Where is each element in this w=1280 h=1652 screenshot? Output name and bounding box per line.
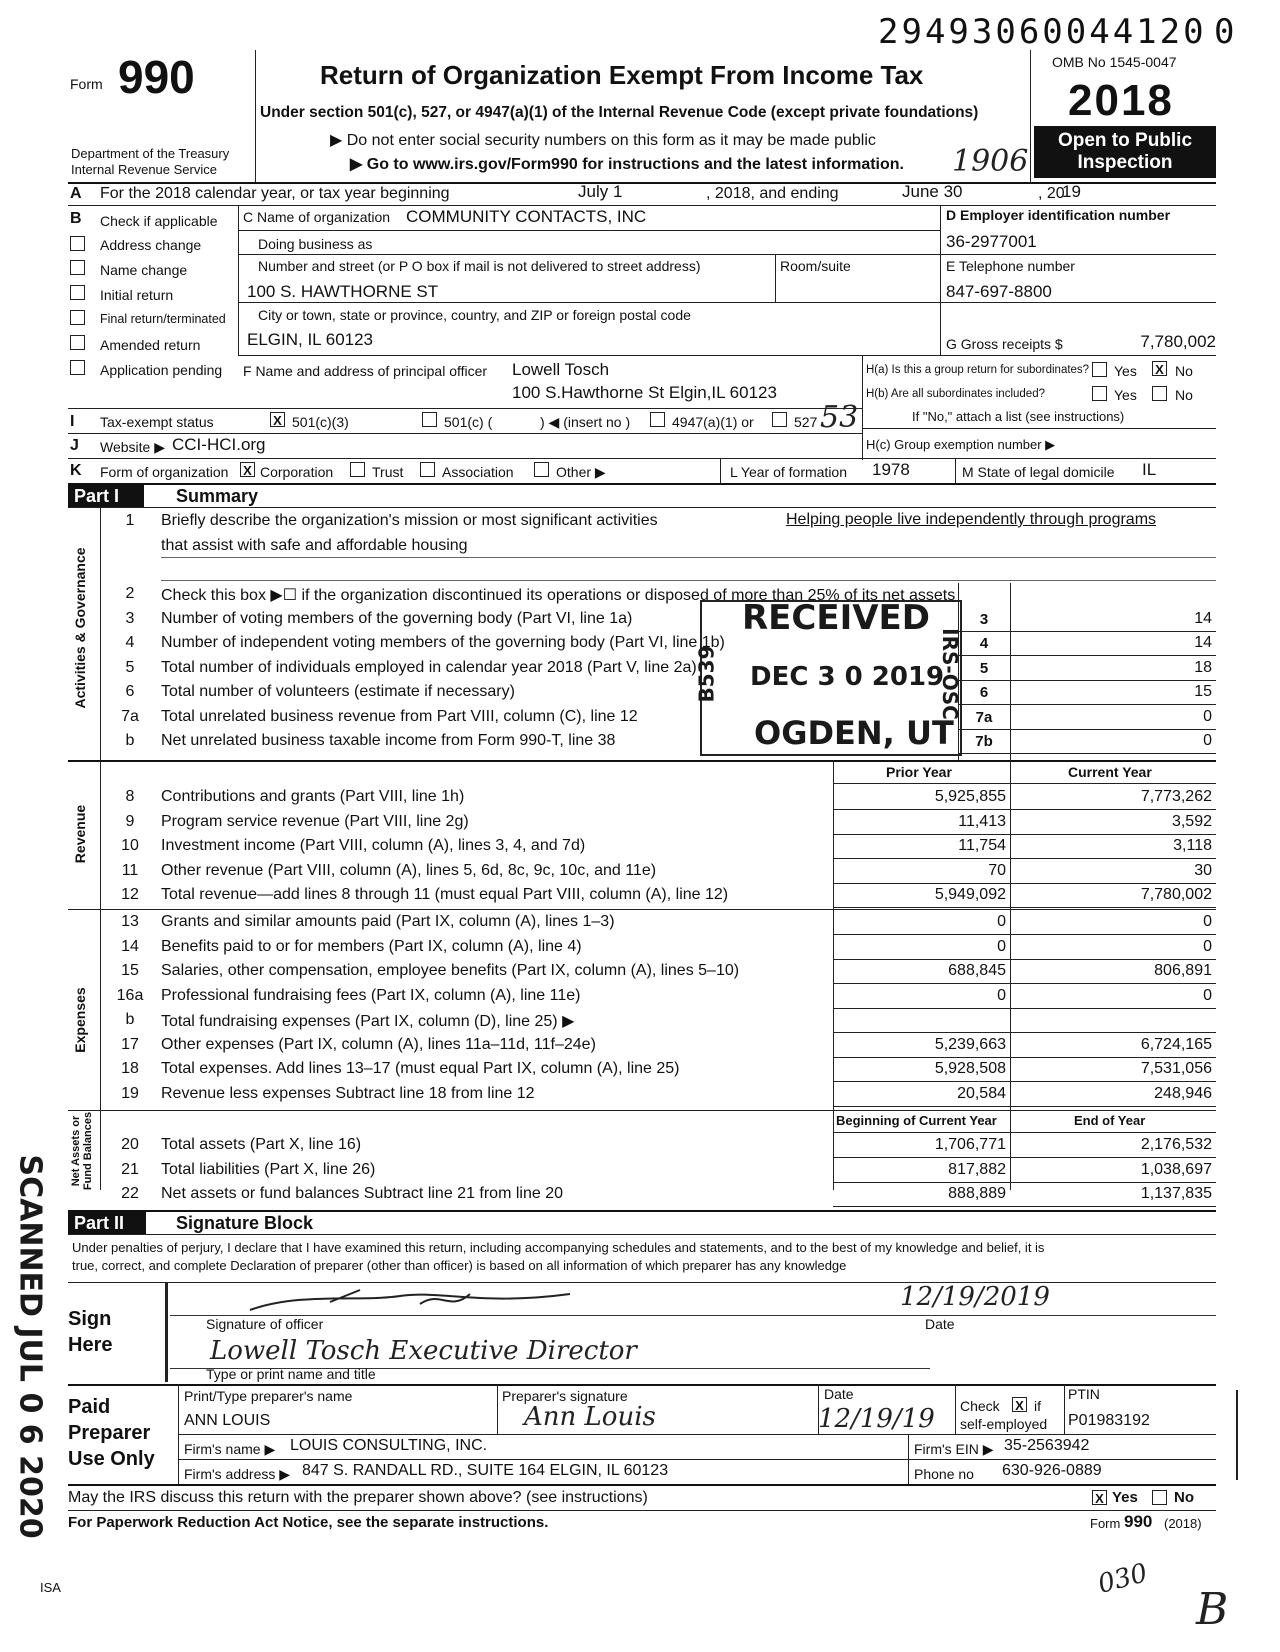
- h-b-note: If "No," attach a list (see instructions): [912, 409, 1125, 424]
- gov-line-text: Total number of individuals employed in calendar year 2018 (Part V, line 2a): [161, 658, 697, 676]
- na-line-text: Net assets or fund balances Subtract line 21 from line 20: [161, 1185, 563, 1202]
- h-b-no-label: No: [1175, 387, 1193, 403]
- form-subtitle: Under section 501(c), 527, or 4947(a)(1) of the Internal Revenue Code (except private foundations): [260, 104, 979, 121]
- officer-label: F Name and address of principal officer: [243, 363, 488, 379]
- tax-year: 2018: [1068, 76, 1174, 125]
- line-k-text: Form of organization: [100, 464, 229, 480]
- form-title: Return of Organization Exempt From Income Tax: [320, 60, 924, 90]
- na-line-text: Total assets (Part X, line 16): [161, 1136, 362, 1153]
- discuss-question: May the IRS discuss this return with the preparer shown above? (see instructions): [68, 1489, 648, 1506]
- exp-prior-year-value[interactable]: 20,584: [957, 1084, 1006, 1102]
- h-b-label: H(b) Are all subordinates included?: [866, 388, 1045, 400]
- na-prior-year-value[interactable]: 888,889: [948, 1185, 1006, 1202]
- firm-name[interactable]: LOUIS CONSULTING, INC.: [290, 1437, 488, 1454]
- perjury-line-1: Under penalties of perjury, I declare that I have examined this return, including accompanying schedules and statements, and to the best of my knowledge and belief, it is: [72, 1240, 1045, 1255]
- date-label: Date: [925, 1316, 955, 1332]
- tax-year-begin[interactable]: July 1: [578, 182, 623, 201]
- h-a-no-checkbox[interactable]: X: [1152, 361, 1167, 376]
- perjury-line-2: true, correct, and complete Declaration of preparer (other than officer) is based on all information of which preparer has any knowledge: [72, 1258, 847, 1273]
- rev-line-text: Investment income (Part VIII, column (A), lines 3, 4, and 7d): [161, 837, 586, 854]
- check-label: Check: [960, 1398, 1000, 1414]
- discuss-yes-label: Yes: [1112, 1489, 1138, 1506]
- side-net-assets-1: Net Assets or: [70, 1115, 82, 1187]
- stamp-right-code: IRS-OSC: [937, 628, 962, 720]
- line-j-text: Website ▶: [100, 439, 165, 455]
- h-b-yes-checkbox[interactable]: [1092, 386, 1107, 401]
- status-4947-checkbox[interactable]: [650, 412, 665, 427]
- omb-number: OMB No 1545-0047: [1052, 54, 1177, 70]
- status-501c3-label: 501(c)(3): [292, 414, 349, 430]
- street-label: Number and street (or P O box if mail is not delivered to street address): [258, 258, 701, 274]
- street-address[interactable]: 100 S. HAWTHORNE ST: [247, 282, 439, 301]
- gov-line-value[interactable]: 18: [1194, 658, 1212, 676]
- form-association-checkbox[interactable]: [420, 462, 435, 477]
- name-title-label: Type or print name and title: [206, 1366, 376, 1382]
- form-trust-checkbox[interactable]: [350, 462, 365, 477]
- mission-line-1[interactable]: Helping people live independently through programs: [786, 511, 1157, 528]
- line-a-label: A: [70, 185, 82, 202]
- discuss-yes-checkbox[interactable]: X: [1092, 1490, 1107, 1505]
- rev-prior-year-value[interactable]: 11,413: [958, 812, 1006, 830]
- use-only-label: Use Only: [68, 1448, 155, 1470]
- form-corporation-label: Corporation: [260, 464, 334, 480]
- form-ref-prefix: Form: [1090, 1516, 1121, 1531]
- h-b-yes-label: Yes: [1114, 387, 1137, 403]
- h-a-label: H(a) Is this a group return for subordinates?: [866, 364, 1090, 376]
- legal-domicile-label: M State of legal domicile: [962, 464, 1115, 480]
- col-current-year: Current Year: [1068, 764, 1152, 780]
- exp-current-year-value[interactable]: 7,531,056: [1140, 1060, 1212, 1077]
- exp-line-text: Benefits paid to or for members (Part IX, column (A), line 4): [161, 937, 582, 955]
- part-2-title: Signature Block: [176, 1213, 314, 1233]
- rev-line-text: Total revenue—add lines 8 through 11 (must equal Part VIII, column (A), line 12): [161, 886, 729, 903]
- exp-current-year-value[interactable]: 6,724,165: [1140, 1035, 1212, 1053]
- exp-line-number: 19: [121, 1084, 139, 1102]
- checkbox-final-return[interactable]: [70, 310, 85, 325]
- na-prior-year-value[interactable]: 817,882: [948, 1160, 1006, 1178]
- firm-phone-label: Phone no: [914, 1466, 974, 1482]
- discuss-no-checkbox[interactable]: [1152, 1490, 1167, 1505]
- gov-line-text: Total number of volunteers (estimate if necessary): [161, 683, 515, 700]
- h-c-label: H(c) Group exemption number ▶: [866, 437, 1056, 452]
- open-public-line2: Inspection: [1077, 152, 1173, 173]
- handwritten-code: 1906: [952, 144, 1029, 179]
- stamp-date: DEC 3 0 2019: [750, 662, 945, 692]
- rev-current-year-value[interactable]: 7,773,262: [1140, 788, 1212, 805]
- exp-current-year-value[interactable]: 248,946: [1154, 1084, 1212, 1102]
- gov-line-number: 3: [125, 609, 135, 627]
- gov-line-text: Check this box ▶☐ if the organization discontinued its operations or disposed of more than 25% of its net assets: [161, 587, 956, 604]
- tax-year-end[interactable]: June 30: [902, 182, 963, 201]
- form-number: 990: [118, 51, 195, 103]
- website-value[interactable]: CCI-HCI.org: [172, 435, 266, 454]
- checkbox-initial-return[interactable]: [70, 285, 85, 300]
- na-line-text: Total liabilities (Part X, line 26): [161, 1160, 376, 1178]
- line-a-text: For the 2018 calendar year, or tax year beginning: [100, 185, 450, 202]
- gov-line-box: 6: [979, 684, 989, 701]
- phone-label: E Telephone number: [946, 258, 1075, 274]
- label-amended-return: Amended return: [100, 337, 201, 353]
- status-501c3-checkbox[interactable]: X: [270, 412, 285, 427]
- signature-date[interactable]: 12/19/2019: [900, 1282, 1050, 1312]
- form-other-checkbox[interactable]: [534, 462, 549, 477]
- side-expenses: Expenses: [72, 987, 88, 1053]
- exp-line-number: 15: [121, 962, 139, 979]
- stamp-left-code: B539: [694, 645, 719, 703]
- label-application-pending: Application pending: [100, 362, 223, 378]
- gross-receipts-label: G Gross receipts $: [946, 336, 1063, 352]
- handwritten-b: B: [1196, 1584, 1229, 1635]
- firm-address[interactable]: 847 S. RANDALL RD., SUITE 164 ELGIN, IL 60123: [302, 1462, 669, 1479]
- gov-line-text: Number of voting members of the governing body (Part VI, line 1a): [161, 609, 633, 627]
- exp-line-number: 13: [121, 913, 139, 930]
- firm-address-label: Firm's address ▶: [184, 1466, 291, 1482]
- gov-line-text: Net unrelated business taxable income from Form 990-T, line 38: [161, 732, 616, 749]
- h-a-no-label: No: [1175, 363, 1193, 379]
- check-if-label: if: [1034, 1398, 1041, 1414]
- part-2-tag: Part II: [68, 1212, 146, 1234]
- exp-line-text: Total fundraising expenses (Part IX, column (D), line 25) ▶: [161, 1013, 575, 1030]
- checkbox-address-change[interactable]: [70, 236, 85, 251]
- self-employed-label: self-employed: [960, 1416, 1048, 1432]
- exp-line-number: b: [125, 1011, 135, 1028]
- form-corporation-checkbox[interactable]: X: [240, 462, 255, 477]
- paid-label: Paid: [68, 1396, 111, 1418]
- year-formation-label: L Year of formation: [730, 464, 848, 480]
- status-527-checkbox[interactable]: [772, 412, 787, 427]
- gov-line-number: 5: [125, 658, 135, 676]
- mission-line-2[interactable]: that assist with safe and affordable housing: [161, 537, 468, 554]
- na-line-number: 20: [121, 1136, 139, 1153]
- officer-address[interactable]: 100 S.Hawthorne St Elgin,IL 60123: [512, 383, 777, 402]
- label-final-return: Final return/terminated: [100, 312, 226, 326]
- gov-line-value[interactable]: 0: [1203, 732, 1212, 749]
- rev-prior-year-value[interactable]: 11,754: [958, 837, 1006, 854]
- exp-line-text: Total expenses. Add lines 13–17 (must equal Part IX, column (A), line 25): [161, 1060, 680, 1077]
- line-i-label: I: [70, 413, 75, 430]
- phone-value[interactable]: 847-697-8800: [946, 282, 1052, 301]
- department-name: Department of the Treasury: [71, 146, 230, 161]
- status-501c-checkbox[interactable]: [422, 412, 437, 427]
- rev-current-year-value[interactable]: 30: [1194, 861, 1212, 879]
- preparer-date[interactable]: 12/19/19: [818, 1404, 935, 1434]
- rev-line-text: Other revenue (Part VIII, column (A), lines 5, 6d, 8c, 9c, 10c, and 11e): [161, 861, 657, 879]
- margin-mark: [1236, 1390, 1238, 1480]
- stamp-received: RECEIVED: [742, 598, 930, 638]
- open-public-line1: Open to Public: [1057, 130, 1193, 151]
- rev-prior-year-value[interactable]: 5,949,092: [934, 886, 1006, 903]
- rev-line-number: 11: [121, 861, 139, 879]
- gov-line-value[interactable]: 0: [1203, 707, 1212, 725]
- rev-prior-year-value[interactable]: 5,925,855: [934, 788, 1006, 805]
- org-name[interactable]: COMMUNITY CONTACTS, INC: [406, 207, 647, 226]
- ein-label: D Employer identification number: [946, 207, 1171, 223]
- gross-receipts-value[interactable]: 7,780,002: [1140, 332, 1216, 351]
- label-address-change: Address change: [100, 237, 202, 253]
- discuss-no-label: No: [1174, 1489, 1194, 1506]
- h-b-no-checkbox[interactable]: [1152, 386, 1167, 401]
- firm-name-label: Firm's name ▶: [184, 1441, 276, 1457]
- gov-line-text: Number of independent voting members of the governing body (Part VI, line 1b): [161, 634, 725, 651]
- handwritten-53: 53: [820, 400, 859, 435]
- instruction-ssn: ▶ Do not enter social security numbers on this form as it may be made public: [330, 132, 876, 149]
- exp-line-number: 16a: [116, 986, 144, 1004]
- side-net-assets-2: Fund Balances: [82, 1111, 94, 1191]
- exp-prior-year-value[interactable]: 5,239,663: [934, 1035, 1006, 1053]
- form-association-label: Association: [442, 464, 514, 480]
- preparer-label: Preparer: [68, 1422, 151, 1444]
- legal-domicile-value[interactable]: IL: [1142, 460, 1157, 479]
- rev-current-year-value[interactable]: 7,780,002: [1140, 886, 1212, 903]
- gov-line-number: 6: [125, 683, 135, 700]
- firm-ein-label: Firm's EIN ▶: [914, 1441, 994, 1457]
- gov-line-box: 4: [979, 635, 989, 652]
- exp-line-text: Revenue less expenses Subtract line 18 from line 12: [161, 1084, 535, 1102]
- form-trust-label: Trust: [372, 464, 404, 480]
- exp-line-text: Other expenses (Part IX, column (A), lines 11a–11d, 11f–24e): [161, 1035, 596, 1053]
- exp-current-year-value[interactable]: 0: [1203, 937, 1212, 955]
- exp-line-text: Grants and similar amounts paid (Part IX, column (A), lines 1–3): [161, 913, 615, 930]
- officer-name[interactable]: Lowell Tosch: [512, 360, 610, 379]
- received-stamp: [694, 598, 962, 756]
- na-current-year-value[interactable]: 2,176,532: [1140, 1136, 1212, 1153]
- preparer-signature-label: Preparer's signature: [502, 1388, 628, 1404]
- status-501c-label: 501(c) (: [444, 414, 493, 430]
- form-ref-year: (2018): [1164, 1516, 1202, 1531]
- checkbox-application-pending[interactable]: [70, 360, 85, 375]
- checkbox-name-change[interactable]: [70, 260, 85, 275]
- gov-line-number: 2: [125, 585, 135, 602]
- city-state-zip[interactable]: ELGIN, IL 60123: [247, 330, 374, 349]
- self-employed-checkbox[interactable]: X: [1012, 1397, 1027, 1412]
- exp-current-year-value[interactable]: 806,891: [1154, 962, 1212, 979]
- section-b-label: B: [70, 210, 82, 227]
- exp-current-year-value[interactable]: 0: [1203, 913, 1212, 930]
- gov-line-box: 7b: [975, 733, 993, 750]
- exp-line-text: Salaries, other compensation, employee benefits (Part IX, column (A), lines 5–10): [161, 962, 740, 979]
- form-prefix: Form: [70, 76, 103, 92]
- gov-line-text: Total unrelated business revenue from Part VIII, column (C), line 12: [161, 707, 638, 725]
- firm-ein[interactable]: 35-2563942: [1004, 1437, 1090, 1454]
- exp-prior-year-value[interactable]: 688,845: [948, 962, 1006, 979]
- line-1-number: 1: [125, 512, 135, 529]
- exp-line-number: 14: [121, 937, 139, 955]
- paperwork-notice: For Paperwork Reduction Act Notice, see the separate instructions.: [68, 1514, 549, 1531]
- irs-name: Internal Revenue Service: [71, 162, 217, 177]
- preparer-date-label: Date: [824, 1386, 854, 1402]
- stamp-city: OGDEN, UT: [754, 714, 954, 752]
- section-b-title: Check if applicable: [100, 213, 218, 229]
- checkbox-amended-return[interactable]: [70, 335, 85, 350]
- col-beginning-year: Beginning of Current Year: [836, 1113, 997, 1128]
- org-name-label: C Name of organization: [243, 209, 391, 225]
- line-j-label: J: [70, 437, 79, 454]
- officer-name-title[interactable]: Lowell Tosch Executive Director: [210, 1336, 637, 1366]
- city-label: City or town, state or province, country, and ZIP or foreign postal code: [258, 307, 691, 323]
- dba-label: Doing business as: [258, 236, 373, 252]
- rev-line-number: 12: [121, 886, 139, 903]
- preparer-name[interactable]: ANN LOUIS: [184, 1412, 271, 1429]
- gov-line-box: 5: [979, 659, 989, 677]
- handwritten-030: 030: [1094, 1558, 1151, 1600]
- rev-line-number: 9: [125, 812, 135, 830]
- instruction-website: ▶ Go to www.irs.gov/Form990 for instructions and the latest information.: [350, 156, 904, 173]
- gov-line-value[interactable]: 14: [1194, 609, 1212, 627]
- line-i-text: Tax-exempt status: [100, 414, 214, 430]
- exp-current-year-value[interactable]: 0: [1203, 986, 1212, 1004]
- open-to-public-box: [1034, 126, 1216, 178]
- line-1-text: Briefly describe the organization's mission or most significant activities: [161, 512, 658, 529]
- here-label: Here: [68, 1334, 113, 1356]
- gov-line-number: b: [125, 732, 135, 749]
- col-end-year: End of Year: [1074, 1113, 1146, 1128]
- side-activities-governance: Activities & Governance: [72, 547, 88, 709]
- na-current-year-value[interactable]: 1,038,697: [1140, 1160, 1212, 1178]
- line-a-year: , 20: [1038, 185, 1065, 202]
- preparer-name-label: Print/Type preparer's name: [184, 1388, 353, 1404]
- label-initial-return: Initial return: [100, 287, 174, 303]
- year-formation-value[interactable]: 1978: [872, 460, 910, 479]
- na-line-number: 21: [121, 1160, 139, 1178]
- form-ref-number: 990: [1124, 1512, 1153, 1531]
- gov-line-value[interactable]: 14: [1194, 634, 1212, 651]
- rev-line-number: 8: [125, 788, 135, 805]
- form-other-label: Other ▶: [556, 464, 606, 480]
- exp-prior-year-value[interactable]: 5,928,508: [934, 1060, 1006, 1077]
- ptin-value[interactable]: P01983192: [1068, 1412, 1150, 1429]
- dln-suffix: 0: [1214, 12, 1235, 52]
- rev-line-text: Contributions and grants (Part VIII, line 1h): [161, 788, 465, 805]
- ein-value[interactable]: 36-2977001: [946, 232, 1037, 251]
- rev-current-year-value[interactable]: 3,118: [1173, 837, 1212, 854]
- gov-line-box: 7a: [975, 708, 993, 726]
- side-revenue: Revenue: [72, 804, 88, 864]
- na-line-number: 22: [121, 1185, 139, 1202]
- label-name-change: Name change: [100, 262, 188, 278]
- exp-line-text: Professional fundraising fees (Part IX, column (A), line 11e): [161, 986, 581, 1004]
- sign-label: Sign: [68, 1308, 112, 1330]
- gov-line-value[interactable]: 15: [1194, 683, 1212, 700]
- exp-line-number: 18: [121, 1060, 139, 1077]
- ptin-label: PTIN: [1068, 1386, 1100, 1402]
- rev-prior-year-value[interactable]: 70: [988, 861, 1006, 879]
- gov-line-box: 3: [979, 610, 989, 628]
- gov-line-number: 4: [125, 634, 135, 651]
- part-1-tag: Part I: [68, 485, 144, 507]
- col-prior-year: Prior Year: [886, 764, 952, 780]
- line-a-mid: , 2018, and ending: [706, 185, 839, 202]
- exp-prior-year-value[interactable]: 0: [997, 913, 1006, 930]
- part-1-title: Summary: [176, 486, 259, 506]
- isa-label: ISA: [40, 1580, 61, 1595]
- na-prior-year-value[interactable]: 1,706,771: [934, 1136, 1006, 1153]
- exp-line-number: 17: [121, 1035, 139, 1053]
- rev-current-year-value[interactable]: 3,592: [1171, 812, 1212, 830]
- gov-line-number: 7a: [121, 707, 139, 725]
- h-a-yes-checkbox[interactable]: [1092, 362, 1107, 377]
- exp-prior-year-value[interactable]: 0: [997, 937, 1006, 955]
- tax-year-end-year[interactable]: 19: [1062, 182, 1081, 201]
- firm-phone[interactable]: 630-926-0889: [1002, 1462, 1102, 1479]
- status-4947-label: 4947(a)(1) or: [672, 414, 754, 430]
- rev-line-text: Program service revenue (Part VIII, line 2g): [161, 812, 469, 830]
- h-a-yes-label: Yes: [1114, 363, 1137, 379]
- exp-prior-year-value[interactable]: 0: [997, 986, 1006, 1004]
- preparer-signature[interactable]: Ann Louis: [524, 1402, 656, 1432]
- na-current-year-value[interactable]: 1,137,835: [1140, 1185, 1212, 1202]
- dln-number: 29493060044120: [878, 12, 1207, 52]
- scanned-stamp: SCANNED JUL 0 6 2020: [12, 1154, 48, 1539]
- line-k-label: K: [70, 462, 82, 479]
- room-label: Room/suite: [780, 258, 851, 274]
- rev-line-number: 10: [121, 837, 139, 854]
- signature-label: Signature of officer: [206, 1316, 324, 1332]
- status-insert-label: ) ◀ (insert no ): [540, 414, 631, 430]
- status-527-label: 527: [794, 414, 818, 430]
